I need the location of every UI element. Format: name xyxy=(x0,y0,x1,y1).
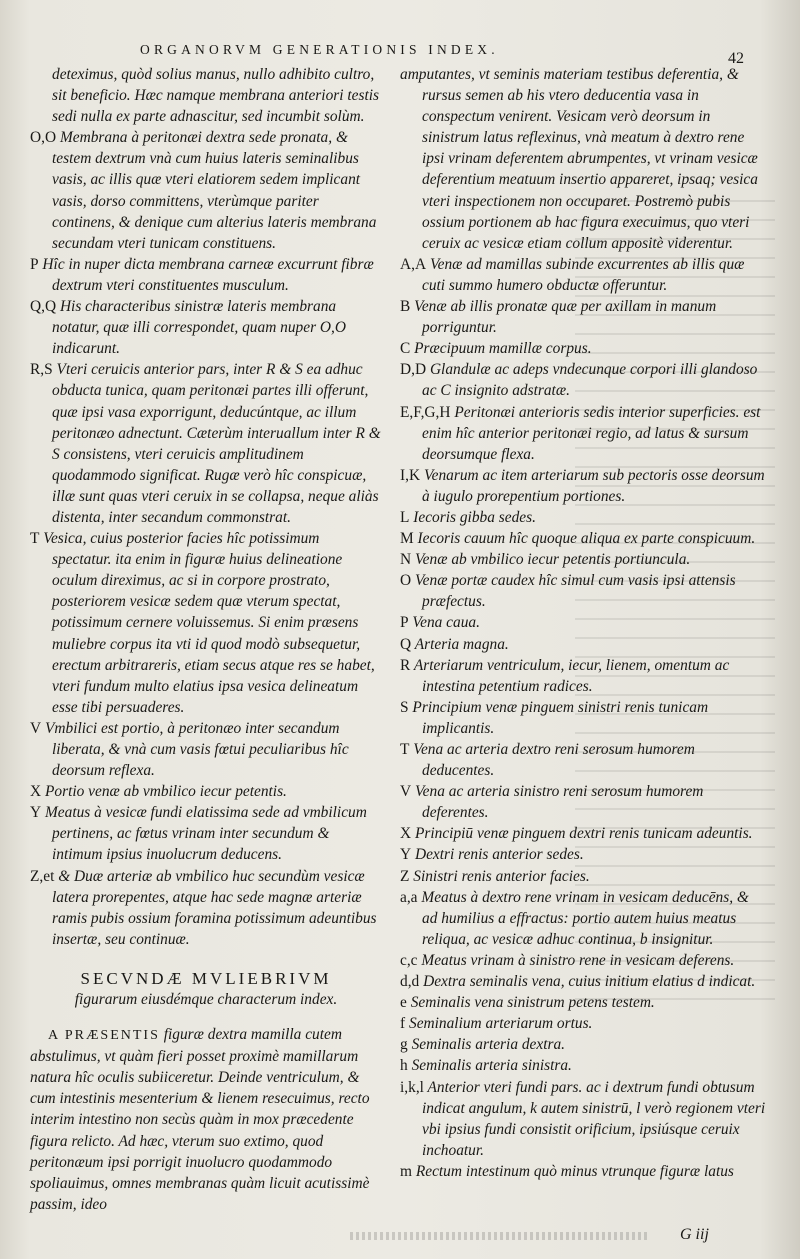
index-entry xyxy=(400,971,768,992)
index-entry xyxy=(400,739,768,781)
entry-label: d,d xyxy=(400,973,420,991)
entry-text xyxy=(30,528,382,718)
left-entries xyxy=(30,64,382,950)
entry-text xyxy=(30,718,382,781)
entry-body: Dextri renis anterior sedes. xyxy=(414,846,584,864)
entry-body: Rectum intestinum quò minus vtrunque figuræ latus xyxy=(415,1162,734,1180)
entry-label: V xyxy=(30,719,42,737)
index-entry xyxy=(400,338,768,359)
entry-label: h xyxy=(400,1057,408,1075)
entry-body: Iecoris gibba sedes. xyxy=(413,508,536,526)
entry-text xyxy=(400,655,768,697)
index-entry xyxy=(30,296,382,359)
entry-text xyxy=(400,1055,768,1076)
entry-text xyxy=(30,359,382,528)
entry-body: Principium venæ pinguem sinistri renis tunicam implicantis. xyxy=(412,698,709,737)
entry-body: Vena ac arteria dextro reni serosum humorem deducentes. xyxy=(413,741,695,780)
entry-text xyxy=(400,1013,768,1034)
index-entry xyxy=(400,528,768,549)
index-entry xyxy=(400,570,768,612)
index-entry xyxy=(400,697,768,739)
entry-body: Venæ portæ caudex hîc simul cum vasis ipsi attensis præfectus. xyxy=(414,572,736,611)
index-entry xyxy=(400,950,768,971)
entry-label: C xyxy=(400,340,411,358)
entry-text xyxy=(400,739,768,781)
entry-body: Membrana à peritonæi dextra sede pronata, & testem dextrum vnà cum huius lateris seminalibus vasis, ac illis quæ vteri elatiorem sedem implicant vasis, dorso committens, vterùmque pariter continens, & denique cum alterius lateris membrana secundam vteri tunicam constituens. xyxy=(52,129,377,252)
entry-label: f xyxy=(400,1015,406,1033)
entry-body: Vena caua. xyxy=(412,614,480,632)
entry-label: N xyxy=(400,551,412,569)
section-heading-line1: SECVNDÆ MVLIEBRIVM xyxy=(80,968,332,988)
entry-text xyxy=(30,866,382,950)
entry-label: V xyxy=(400,783,412,801)
entry-body: Peritonæi anterioris sedis interior superficies. est enim hîc anterior peritonæi regio, ad latus & sursum deorsumque flexa. xyxy=(422,403,761,463)
entry-text xyxy=(30,802,382,865)
entry-label: a,a xyxy=(400,888,418,906)
entry-body: Anterior vteri fundi pars. ac i dextrum fundi obtusum indicat angulum, k autem sinistrū, l verò regionem vteri vbi ipsius fundi consistit orificium, ipsiúsque ceruix inchoatur. xyxy=(422,1078,766,1159)
index-entry xyxy=(400,1077,768,1161)
right-entries xyxy=(400,64,768,1182)
catchword-show-through xyxy=(350,1232,650,1240)
entry-text xyxy=(30,781,382,802)
entry-body: Sinistri renis anterior facies. xyxy=(413,867,590,885)
entry-label: S xyxy=(400,698,409,716)
entry-label: Y xyxy=(30,804,42,822)
entry-text xyxy=(400,887,768,950)
entry-text xyxy=(400,823,768,844)
index-entry xyxy=(400,844,768,865)
entry-label: Q,Q xyxy=(30,298,57,316)
entry-label: M xyxy=(400,530,414,548)
entry-label: Q xyxy=(400,635,412,653)
index-entry xyxy=(400,359,768,401)
index-entry xyxy=(400,296,768,338)
entry-label: e xyxy=(400,994,407,1012)
index-entry xyxy=(400,549,768,570)
index-entry xyxy=(400,612,768,633)
index-entry xyxy=(30,359,382,528)
index-entry xyxy=(400,992,768,1013)
index-entry xyxy=(30,781,382,802)
entry-body: Seminalis arteria sinistra. xyxy=(411,1057,572,1075)
entry-body: Venæ ab illis pronatæ quæ per axillam in manum porriguntur. xyxy=(414,298,717,337)
entry-label: c,c xyxy=(400,951,418,969)
entry-label: B xyxy=(400,298,411,316)
index-entry xyxy=(400,634,768,655)
entry-body: amputantes, vt seminis materiam testibus deferentia, & rursus semen ab his vtero deducentia vasa in conspectum venirent. Vesicam verò deorsum in sinistrum latus reflexinus, vnà meatum à dextro rene ipsi vrinam deferentem abrumpentes, vt vrinam vesicæ deferentium meatuum insertio appareret, ipsaq; vesica vteri inspectionem non occuparet. Postremò pubis ossium portionem ab hac figura execuimus, quo vteri ceruix ac vesicæ etiam collum appositè viderentur. xyxy=(400,66,758,252)
entry-body: Iecoris cauum hîc quoque aliqua ex parte conspicuum. xyxy=(417,530,756,548)
entry-body: Venæ ad mamillas subinde excurrentes ab illis quæ cuti summo humero obductæ offeruntur. xyxy=(422,255,745,294)
index-entry xyxy=(400,1055,768,1076)
entry-text xyxy=(30,127,382,254)
entry-body: Meatus à dextro rene vrinam in vesicam deducēns, & ad humilius a effractus: portio autem huius meatus reliqua, ac vesicæ adhuc continua, b insignitur. xyxy=(421,888,749,948)
entry-label: O,O xyxy=(30,129,57,147)
entry-text xyxy=(30,64,382,127)
index-entry xyxy=(400,866,768,887)
entry-text xyxy=(30,254,382,296)
index-entry xyxy=(30,127,382,254)
entry-text xyxy=(400,1034,768,1055)
index-entry xyxy=(30,718,382,781)
entry-label: L xyxy=(400,508,410,526)
entry-body: Seminalis arteria dextra. xyxy=(411,1036,566,1054)
index-entry xyxy=(400,1161,768,1182)
index-entry xyxy=(400,64,768,254)
entry-label: P xyxy=(30,255,39,273)
entry-body: Glandulæ ac adeps vndecunque corpori illi glandoso ac C insignito adstratæ. xyxy=(422,361,758,400)
entry-label: X xyxy=(400,825,412,843)
entry-body: Præcipuum mamillæ corpus. xyxy=(414,340,592,358)
entry-body: Vena ac arteria sinistro reni serosum humorem deferentes. xyxy=(414,783,704,822)
page-number: 42 xyxy=(728,50,744,67)
index-entry xyxy=(400,254,768,296)
entry-text xyxy=(400,612,768,633)
entry-text xyxy=(400,465,768,507)
index-entry xyxy=(30,802,382,865)
entry-text xyxy=(400,338,768,359)
entry-text xyxy=(400,844,768,865)
entry-body: Vteri ceruicis anterior pars, inter R & S ea adhuc obducta tunica, quam peritonæi partes illi offerunt, quæ ipsi vasa exporrigunt, deducúntque, ac illum peritonæo adnectunt. Cæterùm interuallum inter R & S consistens, vteri ceruicis amplitudinem quodammodo significat. Rugæ verò hîc conspicuæ, illæ sunt quas vteri ceruix in se collapsa, neque aliàs distenta, inter secandum commonstrat. xyxy=(52,361,381,526)
entry-text xyxy=(400,507,768,528)
intro-text: figuræ dextra mamilla cutem abstulimus, vt quàm fieri posset proximè mamillarum natura hîc oculis subiiceretur. Deinde ventriculum, & cum intestinis mesenterium & lienem resecuimus, recto interim intestino non secùs quàm in mox præcedente figura relicto. Ad hæc, vterum suo extimo, quod peritonæum ipsi porrigit inuolucro quodammodo spoliauimus, omnes membranas quàm licuit acutissimè passim, ideo xyxy=(30,1026,370,1213)
index-entry xyxy=(400,507,768,528)
section-heading xyxy=(30,968,382,1010)
entry-label: T xyxy=(400,741,410,758)
entry-label: Y xyxy=(400,846,412,864)
index-entry xyxy=(30,528,382,718)
index-entry xyxy=(30,866,382,950)
entry-text xyxy=(400,296,768,338)
entry-text xyxy=(400,570,768,612)
entry-text xyxy=(400,697,768,739)
entry-text xyxy=(400,64,768,254)
entry-body: Arteriarum ventriculum, iecur, lienem, omentum ac intestina petentium radices. xyxy=(413,656,730,695)
entry-label: g xyxy=(400,1036,408,1054)
entry-body: Dextra seminalis vena, cuius initium elatius d indicat. xyxy=(423,973,756,991)
entry-label: Z xyxy=(400,867,410,885)
index-entry xyxy=(400,655,768,697)
entry-body: Meatus vrinam à sinistro rene in vesicam deferens. xyxy=(421,951,735,969)
entry-body: Meatus à vesicæ fundi elatissima sede ad vmbilicum pertinens, ac fœtus vrinam inter secundum & intimum ipsius inuolucrum deducens. xyxy=(44,804,367,864)
entry-body: Vmbilici est portio, à peritonæo inter secandum liberata, & vnà cum vasis fœtui peculiaribus hîc deorsum reflexa. xyxy=(44,719,349,780)
entry-label: i,k,l xyxy=(400,1078,424,1096)
index-entry xyxy=(30,64,382,127)
entry-label: R xyxy=(400,656,411,674)
entry-text xyxy=(400,402,768,465)
entry-text xyxy=(400,359,768,401)
entry-label: Z,et xyxy=(30,867,55,885)
entry-text xyxy=(400,1077,768,1161)
entry-body: Venæ ab vmbilico iecur petentis portiuncula. xyxy=(414,551,691,569)
entry-body: Principiū venæ pinguem dextri renis tunicam adeuntis. xyxy=(414,825,753,843)
right-column xyxy=(400,64,768,1182)
intro-caps: A PRÆSENTIS xyxy=(48,1028,160,1044)
entry-body: Vesica, cuius posterior facies hîc potissimum spectatur. ita enim in figuræ huius delineatione oculum direximus, ac si in corpore prostrato, posteriorem vesicæ sedem quæ vterum spectat, potissimum cernere voluissemus. Si enim præsens muliebre corpus ita vti id quod modò subsequetur, erectum arbitrareris, etiam secus atque res se habet, vteri fundum multo elatius ipsa vesica delineatum esse tibi persuaderes. xyxy=(43,530,375,716)
left-column xyxy=(30,64,382,1215)
entry-text xyxy=(400,950,768,971)
entry-body: Portio venæ ab vmbilico iecur petentis. xyxy=(44,783,287,801)
entry-body: Seminalium arteriarum ortus. xyxy=(409,1015,593,1033)
entry-text xyxy=(400,1161,768,1182)
entry-label: P xyxy=(400,614,409,632)
index-entry xyxy=(400,823,768,844)
entry-text xyxy=(400,971,768,992)
entry-body: deteximus, quòd solius manus, nullo adhibito cultro, sit beneficio. Hæc namque membrana anteriori testis sedi nulla ex parte adnascitur, sed incumbit solùm. xyxy=(52,66,380,126)
entry-text xyxy=(400,549,768,570)
index-entry xyxy=(400,887,768,950)
index-entry xyxy=(400,402,768,465)
entry-text xyxy=(400,781,768,823)
entry-text xyxy=(400,992,768,1013)
entry-label: T xyxy=(30,530,40,548)
entry-text xyxy=(400,254,768,296)
entry-body: Arteria magna. xyxy=(414,635,509,653)
entry-label: D,D xyxy=(400,361,427,379)
entry-label: X xyxy=(30,783,42,801)
signature-mark: G iij xyxy=(680,1226,709,1243)
index-entry xyxy=(400,781,768,823)
section-heading-line2: figurarum eiusdémque characterum index. xyxy=(74,991,338,1009)
index-entry xyxy=(400,465,768,507)
entry-label: R,S xyxy=(30,361,53,379)
entry-text xyxy=(400,528,768,549)
entry-body: & Duæ arteriæ ab vmbilico huc secundùm vesicæ latera prorepentes, atque hac sede magnæ arteriæ ramis pubis ossium foramina potissimum adeuntibus insertæ, seu continuæ. xyxy=(52,867,377,948)
index-entry xyxy=(30,254,382,296)
intro-paragraph xyxy=(30,1024,382,1215)
entry-label: E,F,G,H xyxy=(400,403,451,421)
entry-body: Seminalis vena sinistrum petens testem. xyxy=(410,994,655,1012)
entry-body: His characteribus sinistræ lateris membrana notatur, quæ illi correspondet, quam nuper O,O indicarunt. xyxy=(52,298,346,358)
entry-label: A,A xyxy=(400,255,427,273)
entry-label: m xyxy=(400,1162,412,1180)
entry-body: Hîc in nuper dicta membrana carneæ excurrunt fibræ dextrum vteri constituentes musculum. xyxy=(42,255,374,294)
entry-text xyxy=(400,866,768,887)
index-entry xyxy=(400,1034,768,1055)
index-entry xyxy=(400,1013,768,1034)
entry-body: Venarum ac item arteriarum sub pectoris osse deorsum à iugulo prorepentium portiones. xyxy=(422,466,765,505)
entry-text xyxy=(400,634,768,655)
entry-text xyxy=(30,296,382,359)
entry-label: O xyxy=(400,572,412,590)
entry-label: I,K xyxy=(400,466,421,484)
running-head: ORGANORVM GENERATIONIS INDEX. xyxy=(140,42,499,57)
